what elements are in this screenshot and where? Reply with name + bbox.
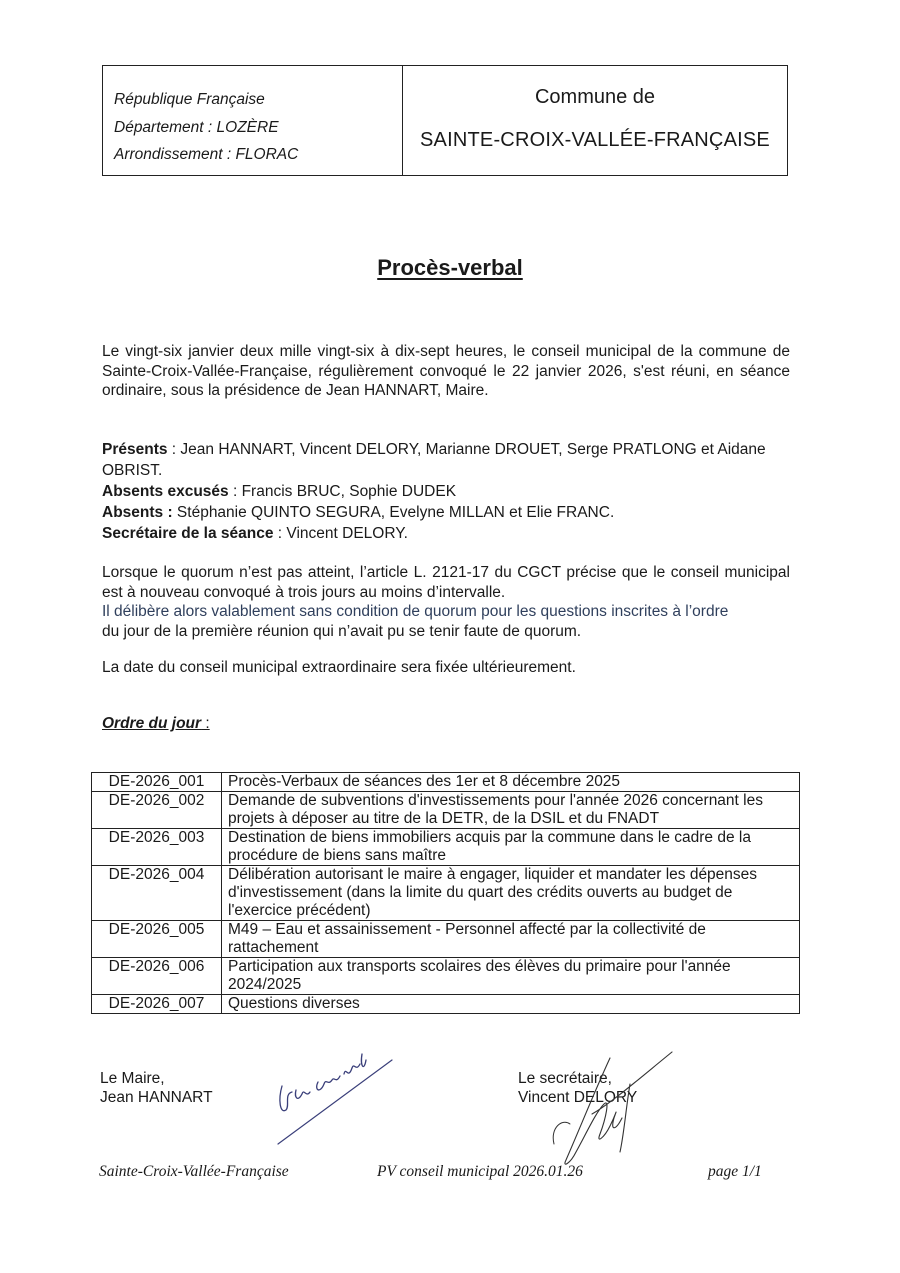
date-note: La date du conseil municipal extraordinaire sera fixée ultérieurement. <box>102 659 576 676</box>
agenda-text: Participation aux transports scolaires des élèves du primaire pour l'année 2024/2025 <box>222 958 800 995</box>
table-row <box>92 958 800 995</box>
footer-commune: Sainte-Croix-Vallée-Française <box>99 1163 289 1180</box>
agenda-code: DE-2026_004 <box>92 866 222 921</box>
mayor-signature-block <box>100 1069 213 1107</box>
header-admin-info <box>103 66 403 175</box>
presents-label: Présents <box>102 441 168 458</box>
table-row <box>92 995 800 1014</box>
agenda-code: DE-2026_003 <box>92 829 222 866</box>
secretary-value: : Vincent DELORY. <box>273 525 408 542</box>
agenda-code: DE-2026_002 <box>92 792 222 829</box>
presents-row <box>102 439 790 481</box>
agenda-heading <box>102 715 210 733</box>
agenda-code: DE-2026_006 <box>92 958 222 995</box>
attendance-section <box>102 439 790 544</box>
quorum-line-3: du jour de la première réunion qui n’avait pu se tenir faute de quorum. <box>102 622 582 640</box>
excuses-label: Absents excusés <box>102 483 229 500</box>
agenda-body <box>92 773 800 1014</box>
quorum-paragraph <box>102 563 790 641</box>
agenda-text: M49 – Eau et assainissement - Personnel affecté par la collectivité de rattachement <box>222 921 800 958</box>
arrondissement-line: Arrondissement : FLORAC <box>114 146 299 163</box>
department-line: Département : LOZÈRE <box>114 118 279 136</box>
mayor-name: Jean HANNART <box>100 1089 213 1106</box>
table-row <box>92 921 800 958</box>
absents-label: Absents : <box>102 504 173 521</box>
table-row <box>92 773 800 792</box>
secretary-role: Le secrétaire, <box>518 1070 612 1087</box>
republic-line: République Française <box>114 91 265 108</box>
document-title: Procès-verbal <box>377 255 523 280</box>
agenda-text: Demande de subventions d'investissements pour l'année 2026 concernant les projets à déposer au titre de la DETR, de la DSIL et du FNADT <box>222 792 800 829</box>
secretary-row <box>102 523 790 544</box>
commune-label: Commune de <box>534 86 656 108</box>
table-row <box>92 792 800 829</box>
absents-row <box>102 502 790 523</box>
intro-paragraph: Le vingt-six janvier deux mille vingt-six à dix-sept heures, le conseil municipal de la commune de Sainte-Croix-Vallée-Française, régulièrement convoqué le 22 janvier 2026, s'est réuni, en séance ordinaire, sous la présidence de Jean HANNART, Maire. <box>102 343 790 399</box>
agenda-code: DE-2026_001 <box>92 773 222 792</box>
commune-name: SAINTE-CROIX-VALLÉE-FRANÇAISE <box>420 129 770 151</box>
excuses-row <box>102 481 790 502</box>
agenda-text: Procès-Verbaux de séances des 1er et 8 décembre 2025 <box>222 773 800 792</box>
secretary-signature <box>540 1048 680 1178</box>
agenda-heading-text: Ordre du jour <box>102 715 202 732</box>
secretary-name: Vincent DELORY <box>518 1089 638 1106</box>
agenda-table <box>91 772 800 1014</box>
secretary-label: Secrétaire de la séance <box>102 525 274 542</box>
mayor-signature <box>270 1050 400 1150</box>
agenda-text: Questions diverses <box>222 995 800 1014</box>
agenda-code: DE-2026_007 <box>92 995 222 1014</box>
agenda-text: Destination de biens immobiliers acquis par la commune dans le cadre de la procédure de biens sans maître <box>222 829 800 866</box>
footer-document-ref: PV conseil municipal 2026.01.26 <box>377 1163 583 1180</box>
presents-list: : Jean HANNART, Vincent DELORY, Marianne DROUET, Serge PRATLONG et Aidane OBRIST. <box>102 441 766 479</box>
agenda-heading-colon: : <box>201 715 210 732</box>
excuses-list: : Francis BRUC, Sophie DUDEK <box>228 483 457 500</box>
quorum-line-1: Lorsque le quorum n’est pas atteint, l’article L. 2121-17 du CGCT précise que le conseil municipal est à nouveau convoqué à trois jours au moins d’intervalle. <box>102 564 790 601</box>
mayor-role: Le Maire, <box>100 1070 165 1087</box>
quorum-line-2: Il délibère alors valablement sans condition de quorum pour les questions inscrites à l’ordre <box>102 603 729 620</box>
absents-list: Stéphanie QUINTO SEGURA, Evelyne MILLAN et Elie FRANC. <box>172 504 615 521</box>
table-row <box>92 866 800 921</box>
header-commune <box>403 66 787 175</box>
agenda-text: Délibération autorisant le maire à engager, liquider et mandater les dépenses d'investissement (dans la limite du quart des crédits ouverts au budget de l'exercice précédent) <box>222 866 800 921</box>
header-box <box>102 65 788 176</box>
table-row <box>92 829 800 866</box>
agenda-code: DE-2026_005 <box>92 921 222 958</box>
footer-page-number: page 1/1 <box>708 1163 762 1180</box>
